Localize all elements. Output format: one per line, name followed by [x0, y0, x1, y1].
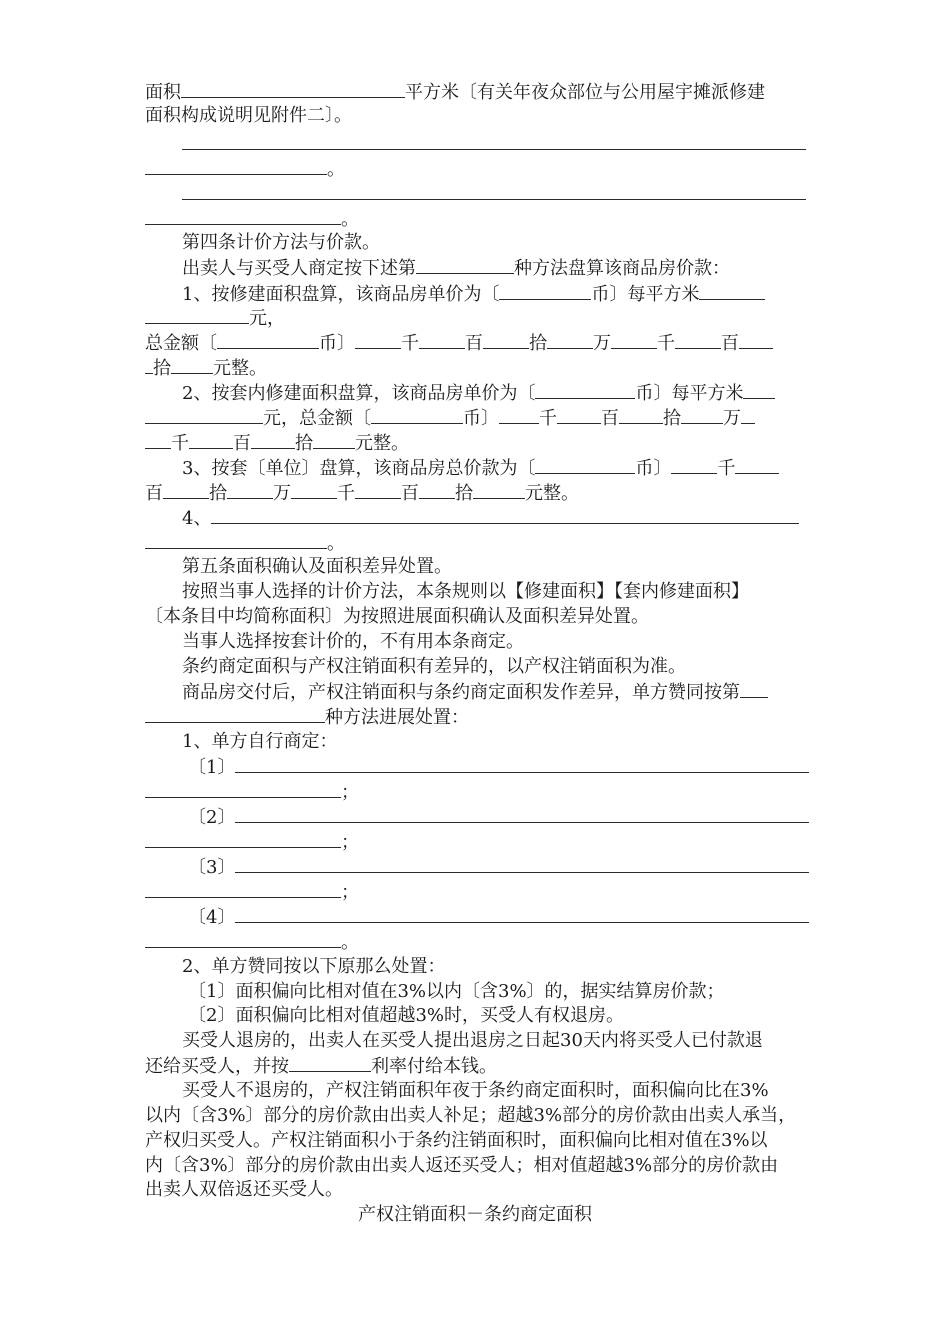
blank-field[interactable] — [419, 331, 465, 349]
blank-field[interactable] — [171, 356, 213, 374]
blank-field[interactable] — [499, 282, 591, 300]
blank-field[interactable] — [371, 406, 463, 424]
blank-field[interactable] — [145, 431, 171, 449]
blank-field[interactable] — [291, 481, 337, 499]
blank-field[interactable] — [313, 431, 355, 449]
blank-field[interactable] — [675, 331, 721, 349]
blank-field[interactable] — [557, 406, 601, 424]
text-line: 。 — [145, 531, 345, 555]
text-line: 〔2〕 — [188, 805, 809, 829]
text-line: 产权归买受人。产权注销面积小于条约注销面积时，面积偏向比相对值在3%以 — [145, 1130, 768, 1151]
blank-field[interactable] — [145, 780, 341, 798]
blank-field[interactable] — [145, 406, 263, 424]
blank-field[interactable] — [145, 830, 341, 848]
blank-field[interactable] — [483, 331, 529, 349]
text-line: 千 百 拾 元整。 — [145, 431, 409, 455]
blank-field[interactable] — [145, 930, 341, 948]
blank-field[interactable] — [739, 331, 773, 349]
section-heading: 第四条计价方法与价款。 — [182, 232, 380, 253]
blank-field[interactable] — [547, 331, 593, 349]
text-line: 1、单方自行商定： — [182, 731, 338, 752]
blank-field[interactable] — [163, 481, 209, 499]
blank-field[interactable] — [289, 1054, 371, 1072]
blank-field[interactable] — [235, 805, 809, 823]
blank-field[interactable] — [145, 531, 327, 549]
blank-field[interactable] — [535, 456, 635, 474]
text-line: 〔1〕 — [188, 755, 809, 779]
text-line: 种方法进展处置： — [145, 705, 469, 729]
blank-field[interactable] — [416, 256, 514, 274]
blank-field[interactable] — [741, 406, 755, 424]
blank-field[interactable] — [145, 306, 249, 324]
text-line: 按照当事人选择的计价方法，本条规则以【修建面积】【套内修建面积】 — [182, 581, 749, 602]
blank-field[interactable] — [235, 755, 809, 773]
blank-field[interactable] — [735, 456, 779, 474]
blank-field[interactable] — [473, 481, 525, 499]
blank-field[interactable] — [145, 356, 153, 374]
blank-field[interactable] — [499, 406, 539, 424]
blank-field[interactable] — [235, 855, 809, 873]
blank-field[interactable] — [189, 431, 233, 449]
blank-field[interactable] — [355, 331, 401, 349]
text-line — [182, 182, 806, 206]
text-line: 条约商定面积与产权注销面积有差异的，以产权注销面积为准。 — [182, 656, 686, 677]
blank-field[interactable] — [611, 331, 657, 349]
text-line: 拾 元整。 — [145, 356, 267, 380]
text-line: 总金额〔 币〕 千 百 拾 万 千 百 — [145, 331, 773, 355]
text-line: 2、按套内修建面积盘算，该商品房单价为〔 币〕每平方米 — [182, 381, 775, 405]
text-line: 面积构成说明见附件二〕。 — [145, 105, 352, 126]
text-line: 2、单方赞同按以下原那么处置： — [182, 956, 446, 977]
blank-field[interactable] — [619, 406, 663, 424]
text-line: 出卖人与买受人商定按下述第 种方法盘算该商品房价款： — [182, 258, 730, 279]
text-line: 面积 平方米〔有关年夜众部位与公用屋宇摊派修建 — [145, 82, 765, 103]
text-line: 〔1〕面积偏向比相对值在3%以内〔含3%〕的，据实结算房价款； — [188, 981, 725, 1002]
text-line: 〔3〕 — [188, 855, 809, 879]
text-line: 。 — [145, 157, 345, 181]
text-line: 出卖人双倍返还买受人。 — [145, 1179, 343, 1200]
text-line: ； — [145, 880, 359, 904]
text-line: 〔2〕面积偏向比相对值超越3%时，买受人有权退房。 — [188, 1005, 625, 1026]
text-line: 买受人退房的，出卖人在买受人提出退房之日起30天内将买受人已付款退 — [182, 1030, 763, 1051]
blank-field[interactable] — [355, 481, 401, 499]
blank-field[interactable] — [217, 331, 319, 349]
text-line: 内〔含3%〕部分的房价款由出卖人返还买受人；相对值超越3%部分的房价款由 — [145, 1155, 779, 1176]
text-line: 元， — [145, 306, 285, 330]
blank-field[interactable] — [182, 182, 806, 200]
text-line: 还给买受人，并按 利率付给本钱。 — [145, 1056, 497, 1077]
blank-field[interactable] — [145, 880, 341, 898]
text-line: 当事人选择按套计价的，不有用本条商定。 — [182, 631, 524, 652]
blank-field[interactable] — [419, 481, 455, 499]
text-line: 〔本条目中均简称面积〕为按照进展面积确认及面积差异处置。 — [145, 606, 649, 627]
text-line: 商品房交付后，产权注销面积与条约商定面积发作差异，单方赞同按第 — [182, 680, 768, 704]
text-line: 4、 — [182, 506, 799, 530]
blank-field[interactable] — [743, 381, 775, 399]
blank-field[interactable] — [535, 381, 635, 399]
blank-field[interactable] — [181, 80, 405, 98]
text-line: 。 — [145, 207, 359, 231]
text-line: 1、按修建面积盘算，该商品房单价为〔 币〕每平方米 — [182, 282, 765, 306]
text-line: ； — [145, 830, 359, 854]
text-line — [182, 132, 806, 156]
blank-field[interactable] — [235, 905, 809, 923]
blank-field[interactable] — [699, 282, 765, 300]
text-line: ； — [145, 780, 359, 804]
text-line: 3、按套〔单位〕盘算，该商品房总价款为〔 币〕 千 — [182, 456, 779, 480]
section-heading: 第五条面积确认及面积差异处置。 — [182, 556, 452, 577]
text-line: 。 — [145, 930, 359, 954]
text-line: 百 拾 万 千 百 拾 元整。 — [145, 483, 579, 504]
blank-field[interactable] — [227, 481, 273, 499]
blank-field[interactable] — [671, 456, 717, 474]
blank-field[interactable] — [211, 506, 799, 524]
blank-field[interactable] — [145, 207, 341, 225]
formula-caption: 产权注销面积－条约商定面积 — [358, 1204, 592, 1225]
text-line: 〔4〕 — [188, 905, 809, 929]
blank-field[interactable] — [681, 406, 723, 424]
blank-field[interactable] — [740, 680, 768, 698]
text-line: 买受人不退房的，产权注销面积年夜于条约商定面积时，面积偏向比在3% — [182, 1080, 769, 1101]
blank-field[interactable] — [145, 157, 327, 175]
text-line: 以内〔含3%〕部分的房价款由出卖人补足；超越3%部分的房价款由出卖人承当， — [145, 1105, 797, 1126]
text-line: 元，总金额〔 币〕 千 百 拾 万 — [145, 406, 755, 430]
blank-field[interactable] — [182, 132, 806, 150]
blank-field[interactable] — [145, 705, 325, 723]
blank-field[interactable] — [251, 431, 295, 449]
